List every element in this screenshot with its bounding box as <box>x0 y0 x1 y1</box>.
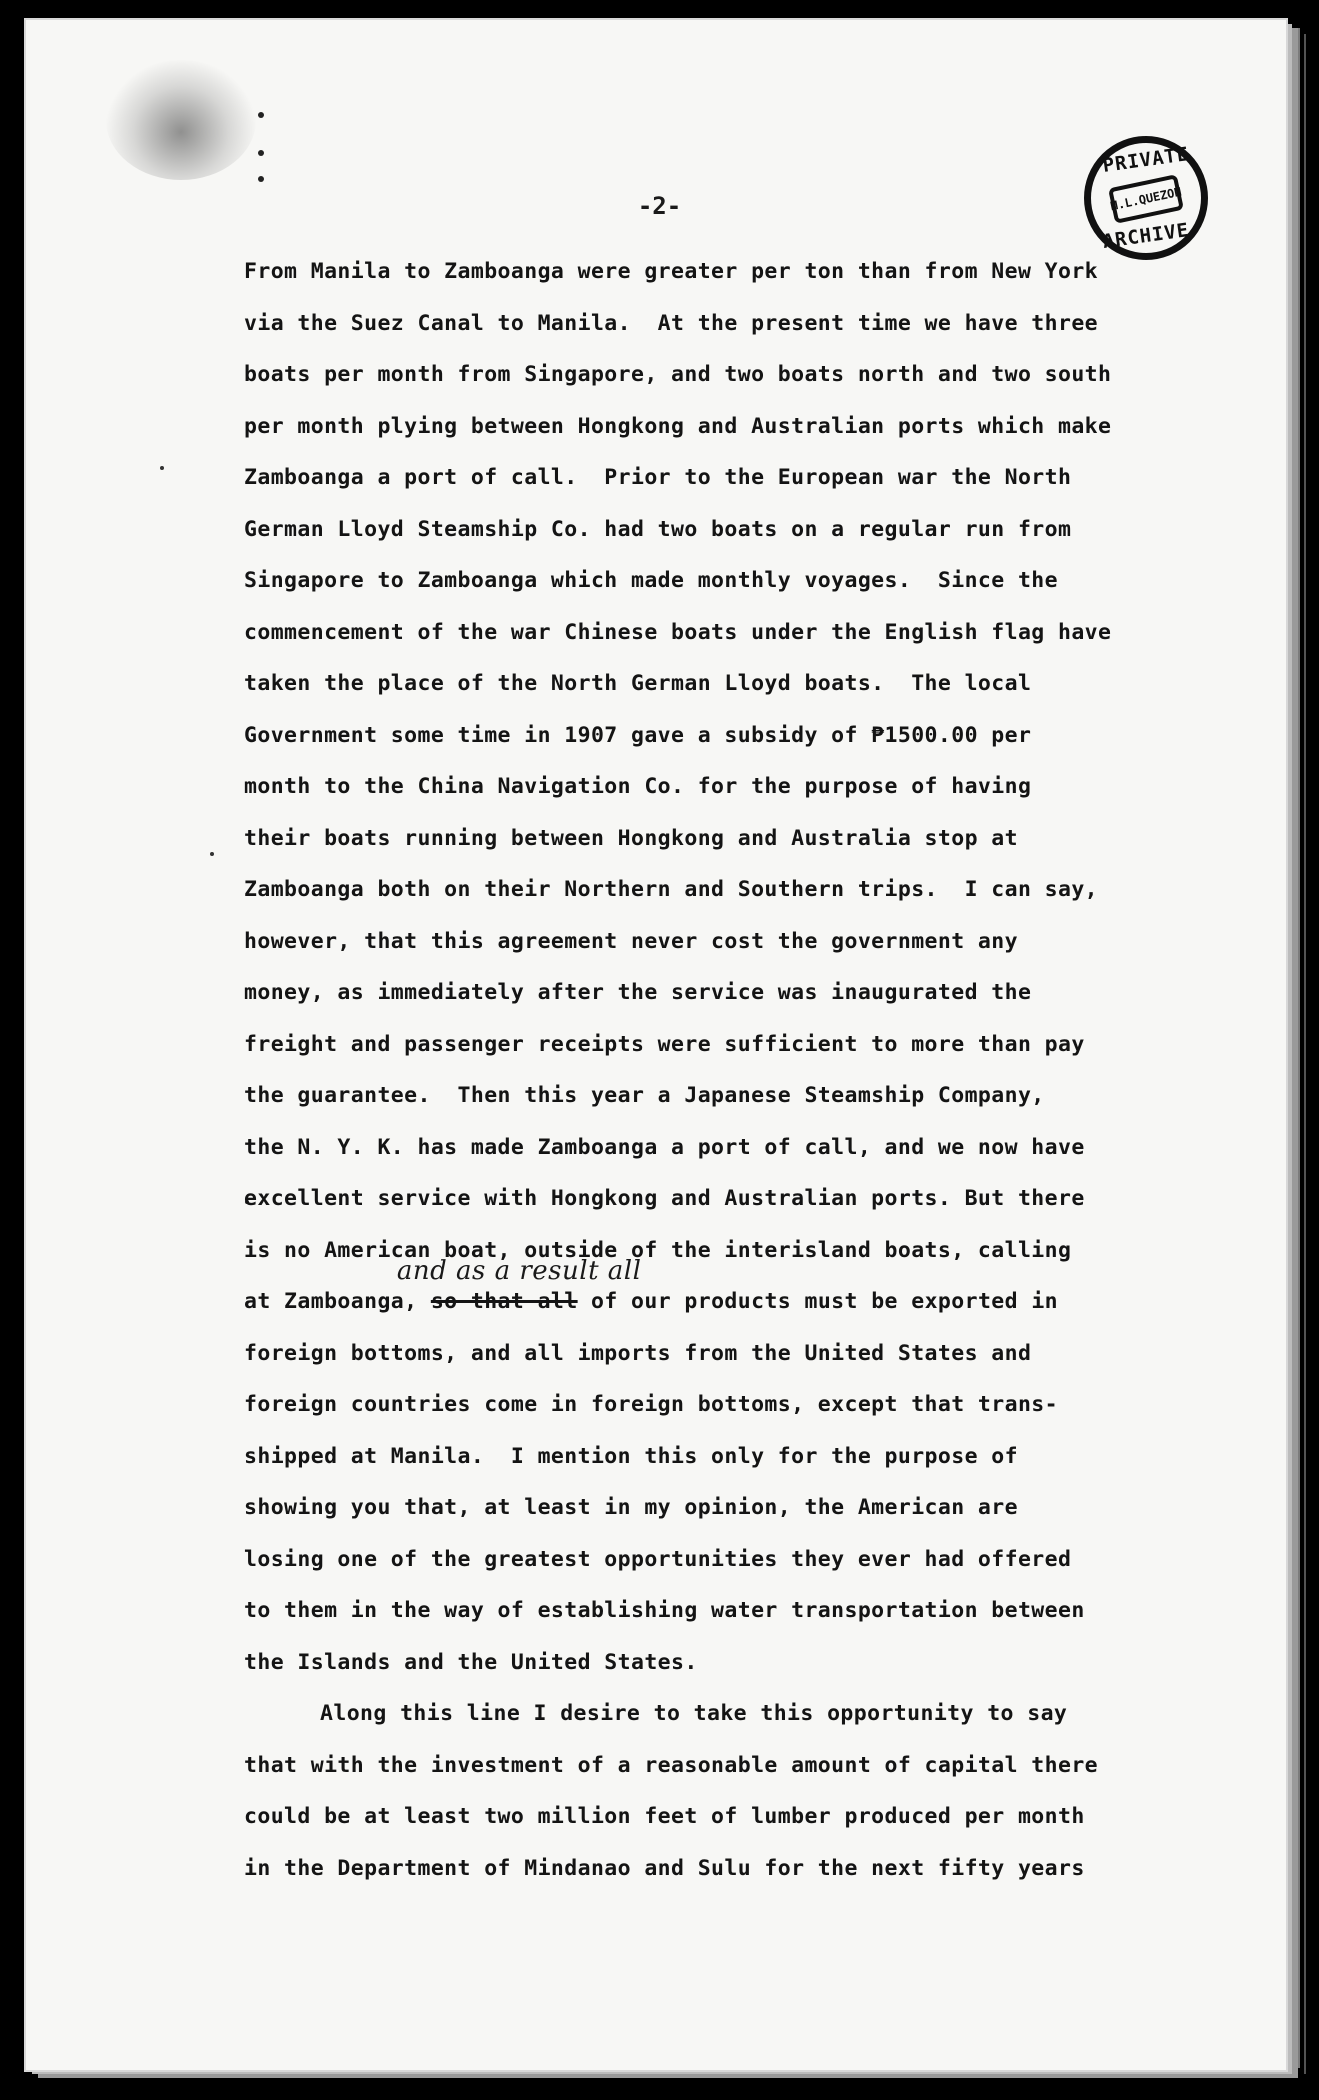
text-line: Zamboanga a port of call. Prior to the European war the North <box>244 465 1072 490</box>
edited-line <box>244 1256 1264 1328</box>
text-line: From Manila to Zamboanga were greater per ton than from New York <box>244 259 1099 284</box>
text-line: Government some time in 1907 gave a subsidy of ₱1500.00 per <box>244 722 1032 748</box>
text-line: showing you that, at least in my opinion, the American are <box>244 1495 1018 1520</box>
edited-line-after: of our products must be exported in <box>577 1289 1059 1314</box>
letter-body <box>244 246 1264 1894</box>
text-line: boats per month from Singapore, and two boats north and two south <box>244 362 1112 387</box>
ink-speck <box>210 852 214 856</box>
page-number: -2- <box>637 192 682 220</box>
text-line: excellent service with Hongkong and Australian ports. But there <box>244 1186 1085 1211</box>
text-line: month to the China Navigation Co. for the purpose of having <box>244 774 1032 799</box>
struck-text: so that all <box>430 1289 578 1314</box>
handwritten-insertion-wrap <box>396 1256 642 1328</box>
text-line: German Lloyd Steamship Co. had two boats on a regular run from <box>244 516 1072 542</box>
ink-speck <box>160 466 164 470</box>
text-line: via the Suez Canal to Manila. At the present time we have three <box>244 310 1099 336</box>
paragraph-2 <box>244 1688 1264 1894</box>
text-line: to them in the way of establishing water transportation between <box>244 1598 1085 1623</box>
text-line: foreign countries come in foreign bottoms, except that trans- <box>244 1392 1058 1417</box>
text-line: taken the place of the North German Lloyd boats. The local <box>244 671 1032 696</box>
text-line: losing one of the greatest opportunities they ever had offered <box>244 1546 1072 1572</box>
text-line: could be at least two million feet of lumber produced per month <box>244 1804 1085 1829</box>
paragraph-1-continued <box>244 1328 1264 1689</box>
punch-hole <box>258 112 264 118</box>
text-line: the Islands and the United States. <box>244 1649 698 1675</box>
text-line: in the Department of Mindanao and Sulu for the next fifty years <box>244 1855 1085 1881</box>
text-line: money, as immediately after the service was inaugurated the <box>244 980 1032 1005</box>
text-line: freight and passenger receipts were sufficient to more than pay <box>244 1031 1085 1057</box>
text-line: Singapore to Zamboanga which made monthly voyages. Since the <box>244 568 1058 593</box>
text-line: the N. Y. K. has made Zamboanga a port of call, and we now have <box>244 1134 1085 1160</box>
punch-hole <box>258 150 264 156</box>
text-line: however, that this agreement never cost the government any <box>244 928 1018 954</box>
text-line: that with the investment of a reasonable amount of capital there <box>244 1752 1099 1778</box>
text-line: foreign bottoms, and all imports from the United States and <box>244 1340 1032 1366</box>
text-line: per month plying between Hongkong and Australian ports which make <box>244 413 1112 439</box>
stamp-top-text: PRIVATE <box>1101 143 1191 177</box>
text-line: the guarantee. Then this year a Japanese Steamship Company, <box>244 1083 1045 1108</box>
corner-smudge <box>106 60 256 180</box>
text-line: their boats running between Hongkong and Australia stop at <box>244 825 1018 851</box>
punch-hole <box>258 176 264 182</box>
stamp-center-text: M.L.QUEZON <box>1108 174 1184 224</box>
text-line: shipped at Manila. I mention this only for the purpose of <box>244 1443 1018 1469</box>
text-line: is no American boat, outside of the interisland boats, calling <box>244 1237 1072 1263</box>
handwritten-insertion: and as a result all <box>396 1256 642 1286</box>
paragraph-1 <box>244 246 1264 1276</box>
text-line: Zamboanga both on their Northern and Southern trips. I can say, <box>244 877 1099 902</box>
edited-line-before: at Zamboanga, <box>244 1289 431 1314</box>
stamp-bottom-text: ARCHIVE <box>1101 219 1191 253</box>
text-line: Along this line I desire to take this opportunity to say <box>320 1701 1068 1726</box>
text-line: commencement of the war Chinese boats under the English flag have <box>244 619 1112 645</box>
